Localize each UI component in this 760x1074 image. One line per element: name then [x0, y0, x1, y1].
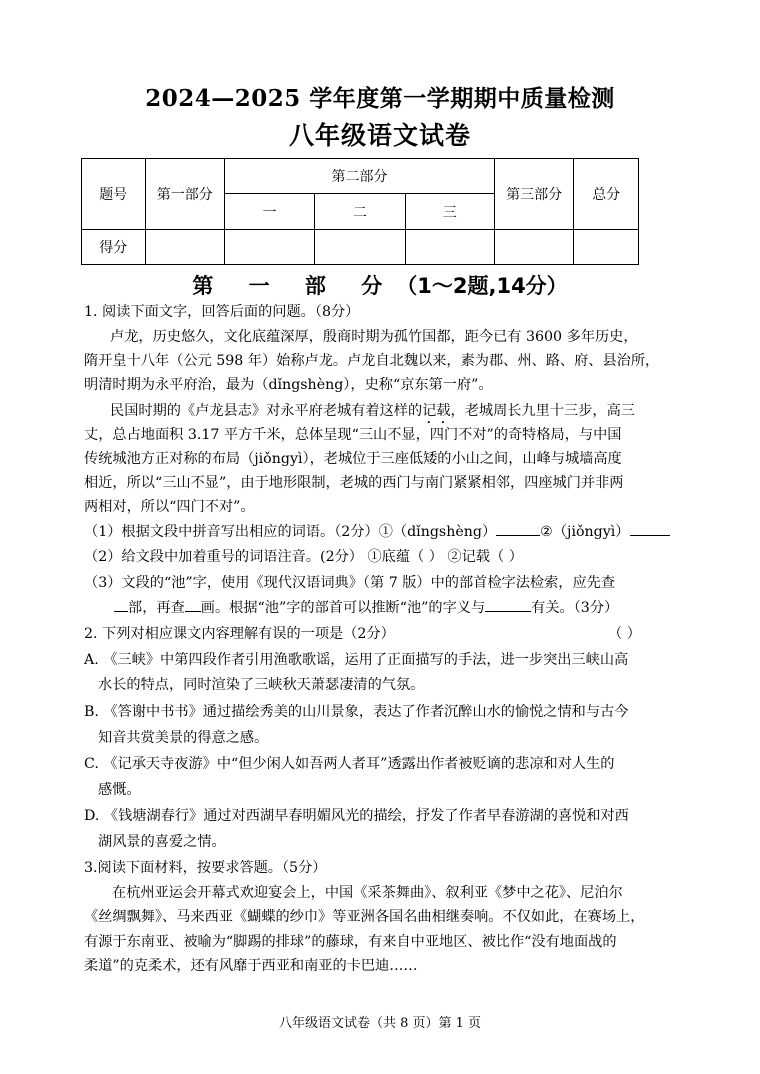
q1-p2-line2: 丈，总占地面积 3.17 平方千米，总体呈现“三山不显，四门不对”的奇特格局，与中国	[84, 427, 622, 443]
q1-p1-line3: 明清时期为永平府治，最为（dǐngshèng），史称“京东第一府”。	[84, 377, 493, 393]
section-heading-note: （1～2题,14分）	[396, 274, 568, 298]
q3-line3: 有源于东南亚、被喻为“脚踢的排球”的藤球，有来自中亚地区、被比作“没有地面战的	[84, 934, 617, 950]
q2-option-a-line1: A. 《三峡》中第四段作者引用渔歌歌谣，运用了正面描写的手法，进一步突出三峡山高	[84, 652, 629, 668]
q1-p2-line5: 两相对，所以“四门不对”。	[84, 499, 255, 515]
score-cell-part2-2[interactable]	[315, 230, 405, 265]
q2-option-a-line2: 水长的特点，同时渲染了三峡秋天萧瑟凄清的气氛。	[98, 677, 425, 693]
exam-title: 2024—2025 学年度第一学期期中质量检测	[145, 85, 615, 112]
page-footer: 八年级语文试卷（共 8 页）第 1 页	[278, 1016, 482, 1031]
header-part3: 第三部分	[494, 159, 573, 230]
q1-p1-line1: 卢龙，历史悠久，文化底蕴深厚，殷商时期为孤竹国都，距今已有 3600 多年历史，	[110, 329, 638, 345]
q2-prompt: 2. 下列对相应课文内容理解有误的一项是（2分）	[84, 626, 395, 642]
section-heading	[0, 270, 760, 300]
q1-sub1-text-b: ②（jiǒngyì）	[540, 524, 630, 540]
q1-p2-line1-b: ，老城周长九里十三步，高三	[450, 403, 635, 419]
header-part2-sub2: 二	[315, 194, 405, 230]
q1-sub1-blank1[interactable]	[496, 521, 540, 536]
score-cell-total[interactable]	[574, 230, 639, 265]
q2-option-b-line1: B. 《答谢中书书》通过描绘秀美的山川景象，表达了作者沉醉山水的愉悦之情和与古今	[84, 704, 629, 720]
q1-prompt: 1. 阅读下面文字，回答后面的问题。（8分）	[84, 304, 360, 320]
q1-p2-line3: 传统城池方正对称的布局（jiǒngyì），老城位于三座低矮的小山之间，山峰与城墙高度	[84, 451, 622, 467]
q3-line2: 《丝绸飘舞》、马来西亚《蝴蝶的纱巾》等亚洲各国名曲相继奏响。不仅如此，在赛场上，	[84, 909, 645, 925]
exam-subtitle: 八年级语文试卷	[288, 121, 471, 150]
score-cell-part2-3[interactable]	[405, 230, 494, 265]
q1-sub3-line1: （3）文段的“池”字，使用《现代汉语词典》（第 7 版）中的部首检字法检索，应先查	[84, 575, 616, 591]
header-total: 总分	[574, 159, 639, 230]
emphasis-word-jizai: 记载	[422, 403, 451, 419]
q1-sub1-text: （1）根据文段中拼音写出相应的词语。（2分）①（dǐngshèng）	[84, 524, 497, 540]
q1-sub3-blank1[interactable]	[114, 597, 128, 612]
q1-sub3-line2	[114, 597, 618, 619]
score-cell-part2-1[interactable]	[224, 230, 314, 265]
q3-line1: 在杭州亚运会开幕式欢迎宴会上，中国《采茶舞曲》、叙利亚《梦中之花》、尼泊尔	[112, 885, 623, 901]
q1-sub1-blank2[interactable]	[630, 521, 670, 536]
q1-p2-line1-a: 民国时期的《卢龙县志》对永平府老城有着这样的	[110, 403, 423, 419]
q2-option-d-line1: D. 《钱塘湖春行》通过对西湖早春明媚风光的描绘，抒发了作者早春游湖的喜悦和对西	[84, 808, 629, 824]
q2-option-b-line2: 知音共赏美景的得意之感。	[98, 730, 269, 746]
q1-sub3-blank2[interactable]	[185, 597, 201, 612]
q3-prompt: 3.阅读下面材料，按要求答题。（5分）	[84, 860, 327, 876]
q1-p2-line4: 相近，所以“三山不显”，由于地形限制，老城的西门与南门紧紧相邻，四座城门并非两	[84, 475, 624, 491]
q3-line4: 柔道”的克柔术，还有风靡于西亚和南亚的卡巴迪……	[84, 958, 418, 974]
q1-sub1	[84, 521, 670, 543]
q1-sub3-text-a: 部，再查	[128, 600, 185, 616]
q2-answer-bracket[interactable]: （ ）	[608, 626, 641, 642]
q1-p2-line1	[110, 400, 635, 427]
q1-sub2: （2）给文段中加着重号的词语注音。(2分） ①底蕴（ ） ②记载（ ）	[84, 549, 523, 565]
score-table	[81, 158, 639, 265]
header-part2: 第二部分	[224, 159, 494, 194]
q2-option-c-line1: C. 《记承天寺夜游》中“但少闲人如吾两人者耳”透露出作者被贬谪的悲凉和对人生的	[84, 756, 615, 772]
header-part2-sub3: 三	[405, 194, 494, 230]
q1-sub3-blank3[interactable]	[485, 597, 531, 612]
header-part2-sub1: 一	[224, 194, 314, 230]
q2-option-c-line2: 感慨。	[98, 782, 141, 798]
section-heading-main: 第 一 部 分	[192, 274, 397, 298]
score-cell-part3[interactable]	[494, 230, 573, 265]
label-question-no: 题号	[82, 159, 146, 230]
q1-p1-line2: 隋开皇十八年（公元 598 年）始称卢龙。卢龙自北魏以来，素为郡、州、路、府、县治所，	[84, 353, 660, 369]
q1-sub3-text-c: 有关。（3分）	[531, 600, 619, 616]
score-cell-part1[interactable]	[145, 230, 224, 265]
q1-sub3-text-b: 画。根据“池”字的部首可以推断“池”的字义与	[200, 600, 486, 616]
label-score: 得分	[82, 230, 146, 265]
q2-option-d-line2: 湖风景的喜爱之情。	[98, 834, 226, 850]
header-part1: 第一部分	[145, 159, 224, 230]
